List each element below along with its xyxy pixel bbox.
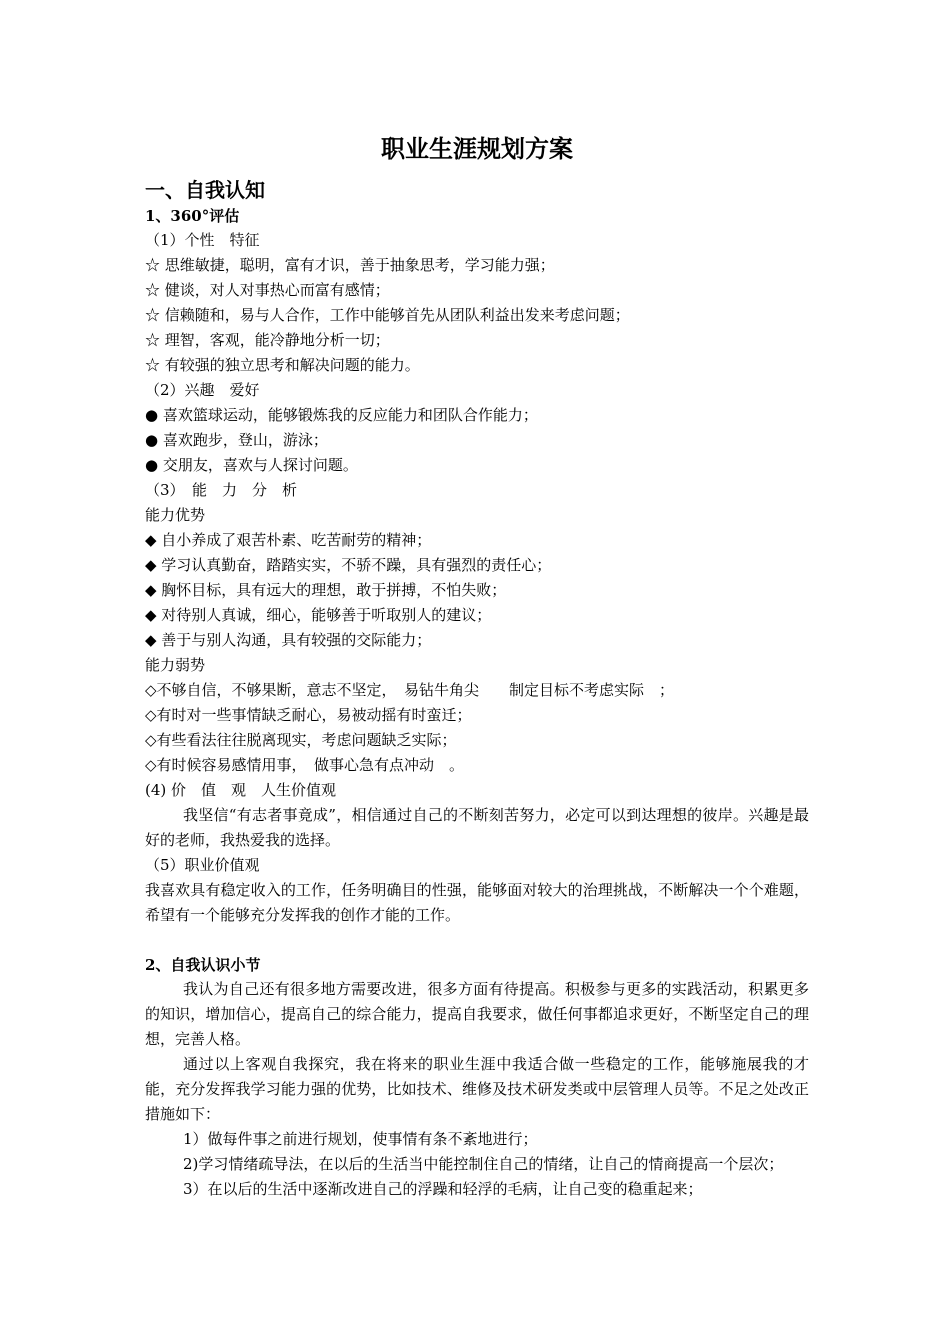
list-item: ◆ 自小养成了艰苦朴素、吃苦耐劳的精神； bbox=[145, 531, 432, 549]
list-item: ● 喜欢跑步，登山，游泳； bbox=[145, 431, 328, 449]
list-item: ◆ 胸怀目标，具有远大的理想，敢于拼搏，不怕失败； bbox=[145, 581, 507, 599]
list-item: ☆ 理智，客观，能冷静地分析一切； bbox=[145, 331, 390, 349]
list-item: ☆ 健谈，对人对事热心而富有感情； bbox=[145, 281, 390, 299]
values-label: (4) 价 值 观 人生价值观 bbox=[145, 781, 337, 799]
list-item: ☆ 思维敏捷，聪明，富有才识，善于抽象思考，学习能力强； bbox=[145, 256, 555, 274]
measure-item-3: 3）在以后的生活中逐渐改进自己的浮躁和轻浮的毛病，让自己变的稳重起来； bbox=[183, 1180, 703, 1198]
measure-item-1: 1）做每件事之前进行规划，使事情有条不紊地进行； bbox=[183, 1130, 538, 1148]
list-item: ◆ 善于与别人沟通，具有较强的交际能力； bbox=[145, 631, 432, 649]
summary-paragraph-1: 我认为自己还有很多地方需要改进，很多方面有待提高。积极参与更多的实践活动，积累更多的知识，增加信心，提高自己的综合能力，提高自我要求，做任何事都追求更好，不断坚定自己的理想，完善人格。 bbox=[145, 980, 809, 1048]
ability-label: （3） 能 力 分 析 bbox=[145, 481, 298, 499]
list-item: ◇有些看法往往脱离现实，考虑问题缺乏实际； bbox=[145, 731, 457, 749]
list-item: ◇有时候容易感情用事， 做事心急有点冲动 。 bbox=[145, 756, 465, 774]
interests-label: （2）兴趣 爱好 bbox=[145, 381, 260, 399]
summary-paragraph-2: 通过以上客观自我探究，我在将来的职业生涯中我适合做一些稳定的工作，能够施展我的才能，充分发挥我学习能力强的优势，比如技术、维修及技术研发类或中层管理人员等。不足之处改正措施如下： bbox=[145, 1055, 809, 1123]
subheading-self-awareness-summary: 2、自我认识小节 bbox=[145, 956, 261, 974]
list-item: ◆ 学习认真勤奋，踏踏实实，不骄不躁，具有强烈的责任心； bbox=[145, 556, 552, 574]
values-paragraph: 我坚信“有志者事竟成”，相信通过自己的不断刻苦努力，必定可以到达理想的彼岸。兴趣是最好的老师，我热爱我的选择。 bbox=[145, 806, 809, 849]
career-values-label: （5）职业价值观 bbox=[145, 856, 260, 874]
list-item: ◇不够自信，不够果断，意志不坚定， 易钻牛角尖 制定目标不考虑实际 ； bbox=[145, 681, 675, 699]
section-heading-self-awareness: 一、自我认知 bbox=[145, 178, 265, 202]
list-item: ● 交朋友，喜欢与人探讨问题。 bbox=[145, 456, 358, 474]
personality-label: （1）个性 特征 bbox=[145, 231, 260, 249]
document-content bbox=[145, 132, 809, 1202]
document-title: 职业生涯规划方案 bbox=[381, 134, 573, 163]
list-item: ◇有时对一些事情缺乏耐心，易被动摇有时蛮迁； bbox=[145, 706, 472, 724]
paragraph-spacer bbox=[145, 928, 809, 953]
strengths-label: 能力优势 bbox=[145, 506, 206, 524]
subheading-360-evaluation: 1、360°评估 bbox=[145, 207, 240, 225]
measure-item-2: 2)学习情绪疏导法，在以后的生活当中能控制住自己的情绪，让自己的情商提高一个层次； bbox=[183, 1155, 784, 1173]
career-values-paragraph: 我喜欢具有稳定收入的工作，任务明确目的性强，能够面对较大的治理挑战，不断解决一个个难题，希望有一个能够充分发挥我的创作才能的工作。 bbox=[145, 881, 809, 924]
list-item: ☆ 信赖随和，易与人合作，工作中能够首先从团队利益出发来考虑问题； bbox=[145, 306, 630, 324]
weaknesses-label: 能力弱势 bbox=[145, 656, 206, 674]
list-item: ☆ 有较强的独立思考和解决问题的能力。 bbox=[145, 356, 420, 374]
list-item: ◆ 对待别人真诚，细心，能够善于听取别人的建议； bbox=[145, 606, 492, 624]
list-item: ● 喜欢篮球运动，能够锻炼我的反应能力和团队合作能力； bbox=[145, 406, 538, 424]
